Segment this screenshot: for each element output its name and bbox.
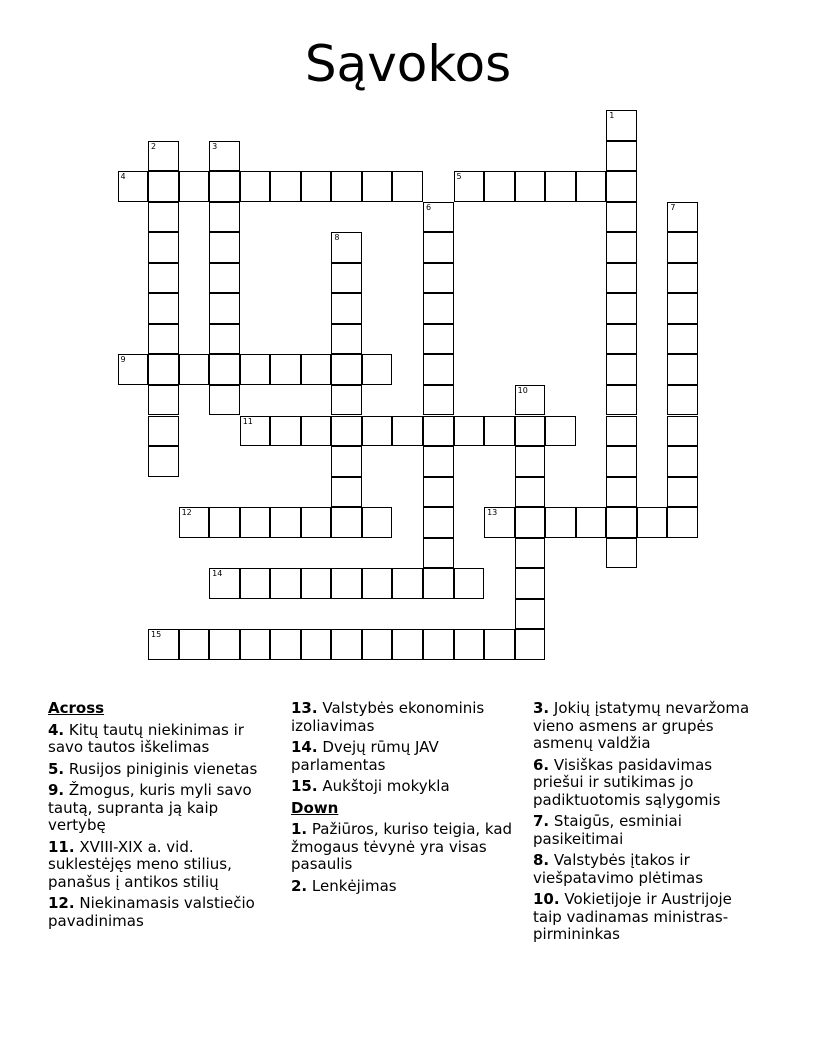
grid-cell[interactable] — [240, 354, 271, 385]
clue-across-13 — [291, 700, 523, 735]
grid-cell[interactable] — [209, 354, 240, 385]
grid-cell[interactable] — [301, 568, 332, 599]
grid-cell[interactable] — [301, 354, 332, 385]
grid-cell[interactable] — [667, 263, 698, 294]
grid-cell[interactable] — [423, 354, 454, 385]
grid-cell[interactable] — [331, 568, 362, 599]
clue-text: Niekinamasis valstiečio pavadinimas — [48, 894, 255, 930]
grid-cell[interactable] — [667, 385, 698, 416]
grid-cell[interactable] — [637, 507, 668, 538]
grid-cell[interactable] — [270, 568, 301, 599]
grid-cell[interactable] — [331, 477, 362, 508]
grid-cell[interactable] — [270, 171, 301, 202]
grid-cell[interactable] — [515, 507, 546, 538]
cell-number: 5 — [456, 172, 462, 182]
cell-number: 13 — [487, 508, 498, 518]
clue-text: Visiškas pasidavimas priešui ir sutikimas jo padiktuotomis sąlygomis — [533, 755, 721, 809]
cell-number: 8 — [334, 233, 340, 243]
clue-across-14 — [291, 739, 523, 774]
grid-cell[interactable] — [118, 171, 149, 202]
grid-cell[interactable] — [515, 477, 546, 508]
grid-cell[interactable] — [423, 385, 454, 416]
grid-cell[interactable] — [515, 568, 546, 599]
grid-cell[interactable] — [545, 171, 576, 202]
grid-cell[interactable] — [545, 507, 576, 538]
grid-cell[interactable] — [209, 293, 240, 324]
grid-cell[interactable] — [209, 141, 240, 172]
grid-cell[interactable] — [331, 354, 362, 385]
grid-cell[interactable] — [392, 629, 423, 660]
clue-number: 10. — [533, 890, 560, 908]
grid-cell[interactable] — [240, 629, 271, 660]
grid-cell[interactable] — [606, 446, 637, 477]
grid-cell[interactable] — [606, 110, 637, 141]
clue-down-3 — [533, 700, 765, 753]
grid-cell[interactable] — [606, 538, 637, 569]
grid-cell[interactable] — [667, 354, 698, 385]
grid-cell[interactable] — [209, 385, 240, 416]
grid-cell[interactable] — [148, 629, 179, 660]
grid-cell[interactable] — [301, 171, 332, 202]
grid-cell[interactable] — [515, 385, 546, 416]
cell-number: 10 — [517, 385, 528, 395]
clue-number: 14. — [291, 738, 318, 756]
clue-number: 5. — [48, 759, 65, 778]
clue-number: 15. — [291, 777, 318, 795]
grid-cell[interactable] — [148, 293, 179, 324]
clue-across-5 — [48, 761, 280, 779]
grid-cell[interactable] — [454, 416, 485, 447]
grid-cell[interactable] — [423, 263, 454, 294]
grid-cell[interactable] — [484, 416, 515, 447]
grid-cell[interactable] — [423, 324, 454, 355]
clue-text: Rusijos piniginis vienetas — [68, 759, 258, 778]
grid-cell[interactable] — [392, 416, 423, 447]
clue-text: Žmogus, kuris myli savo tautą, supranta ją kaip vertybę — [48, 781, 252, 834]
grid-cell[interactable] — [606, 171, 637, 202]
grid-cell[interactable] — [148, 324, 179, 355]
grid-cell[interactable] — [209, 568, 240, 599]
grid-cell[interactable] — [331, 293, 362, 324]
clue-number: 1. — [291, 820, 308, 838]
grid-cell[interactable] — [209, 171, 240, 202]
clue-down-7 — [533, 813, 765, 848]
cell-number: 3 — [212, 141, 218, 151]
across-heading: Across — [48, 699, 105, 717]
grid-cell[interactable] — [240, 171, 271, 202]
grid-cell[interactable] — [148, 416, 179, 447]
down-heading: Down — [291, 798, 339, 817]
grid-cell[interactable] — [667, 446, 698, 477]
grid-cell[interactable] — [392, 171, 423, 202]
clue-down-10 — [533, 891, 765, 944]
grid-cell[interactable] — [118, 354, 149, 385]
grid-cell[interactable] — [331, 446, 362, 477]
grid-cell[interactable] — [148, 171, 179, 202]
clue-across-4 — [48, 722, 280, 757]
clues-column-3 — [533, 700, 765, 948]
grid-cell[interactable] — [209, 263, 240, 294]
grid-cell[interactable] — [606, 293, 637, 324]
grid-cell[interactable] — [576, 507, 607, 538]
grid-cell[interactable] — [484, 507, 515, 538]
clue-down-1 — [291, 821, 523, 874]
grid-cell[interactable] — [179, 507, 210, 538]
clue-text: XVIII-XIX a. vid. suklestėjęs meno stilius, panašus į antikos stilių — [48, 837, 232, 891]
grid-cell[interactable] — [331, 629, 362, 660]
grid-cell[interactable] — [270, 629, 301, 660]
grid-cell[interactable] — [423, 416, 454, 447]
cell-number: 7 — [670, 202, 676, 212]
grid-cell[interactable] — [148, 141, 179, 172]
grid-cell[interactable] — [392, 568, 423, 599]
grid-cell[interactable] — [148, 232, 179, 263]
clue-number: 4. — [48, 720, 65, 739]
grid-cell[interactable] — [301, 416, 332, 447]
grid-cell[interactable] — [606, 477, 637, 508]
grid-cell[interactable] — [331, 324, 362, 355]
grid-cell[interactable] — [606, 202, 637, 233]
grid-cell[interactable] — [606, 232, 637, 263]
grid-cell[interactable] — [667, 232, 698, 263]
grid-cell[interactable] — [301, 507, 332, 538]
grid-cell[interactable] — [148, 385, 179, 416]
grid-cell[interactable] — [209, 232, 240, 263]
clue-number: 11. — [48, 837, 75, 856]
grid-cell[interactable] — [362, 568, 393, 599]
clue-text: Lenkėjimas — [311, 876, 397, 895]
grid-cell[interactable] — [515, 416, 546, 447]
grid-cell[interactable] — [667, 202, 698, 233]
grid-cell[interactable] — [606, 354, 637, 385]
grid-cell[interactable] — [179, 171, 210, 202]
clue-number: 8. — [533, 851, 550, 869]
cell-number: 11 — [242, 416, 253, 426]
clues-column-1 — [48, 700, 280, 934]
clue-text: Valstybės įtakos ir viešpatavimo plėtimas — [533, 851, 704, 887]
grid-cell[interactable] — [484, 171, 515, 202]
grid-cell[interactable] — [606, 416, 637, 447]
cell-number: 15 — [151, 630, 162, 640]
grid-cell[interactable] — [362, 416, 393, 447]
clue-number: 3. — [533, 699, 550, 717]
grid-cell[interactable] — [515, 171, 546, 202]
clue-number: 6. — [533, 755, 550, 774]
clue-text: Staigūs, esminiai pasikeitimai — [533, 812, 682, 848]
cell-number: 1 — [609, 111, 615, 120]
grid-cell[interactable] — [179, 629, 210, 660]
grid-cell[interactable] — [209, 507, 240, 538]
grid-cell[interactable] — [209, 324, 240, 355]
grid-cell[interactable] — [423, 507, 454, 538]
clue-text: Aukštoji mokykla — [322, 777, 450, 795]
grid-cell[interactable] — [240, 416, 271, 447]
grid-cell[interactable] — [240, 507, 271, 538]
cell-number: 6 — [426, 202, 432, 212]
grid-cell[interactable] — [270, 416, 301, 447]
grid-cell[interactable] — [362, 354, 393, 385]
grid-cell[interactable] — [606, 141, 637, 172]
grid-cell[interactable] — [179, 354, 210, 385]
clue-across-12 — [48, 895, 280, 930]
clue-number: 2. — [291, 876, 308, 895]
cell-number: 2 — [151, 141, 157, 151]
clue-text: Valstybės ekonominis izoliavimas — [291, 699, 485, 735]
clues-column-2 — [291, 700, 523, 899]
grid-cell[interactable] — [423, 202, 454, 233]
grid-cell[interactable] — [423, 629, 454, 660]
cell-number: 9 — [120, 355, 126, 365]
grid-cell[interactable] — [362, 507, 393, 538]
clue-number: 12. — [48, 894, 75, 912]
grid-cell[interactable] — [667, 293, 698, 324]
grid-cell[interactable] — [454, 568, 485, 599]
grid-cell[interactable] — [515, 599, 546, 630]
grid-cell[interactable] — [423, 538, 454, 569]
grid-cell[interactable] — [209, 629, 240, 660]
grid-cell[interactable] — [667, 507, 698, 538]
grid-cell[interactable] — [331, 263, 362, 294]
grid-cell[interactable] — [423, 568, 454, 599]
grid-cell[interactable] — [209, 202, 240, 233]
grid-cell[interactable] — [667, 324, 698, 355]
grid-cell[interactable] — [362, 629, 393, 660]
puzzle-title: Sąvokos — [304, 35, 512, 93]
clue-number: 13. — [291, 699, 318, 717]
clue-text: Jokių įstatymų nevaržoma vieno asmens ar grupės asmenų valdžia — [533, 699, 750, 752]
grid-cell[interactable] — [667, 477, 698, 508]
clue-down-8 — [533, 852, 765, 887]
clue-text: Kitų tautų niekinimas ir savo tautos iškelimas — [48, 720, 244, 756]
grid-cell[interactable] — [606, 263, 637, 294]
grid-cell[interactable] — [454, 629, 485, 660]
cell-number: 14 — [212, 569, 223, 579]
grid-cell[interactable] — [545, 416, 576, 447]
grid-cell[interactable] — [270, 507, 301, 538]
grid-cell[interactable] — [423, 293, 454, 324]
grid-cell[interactable] — [454, 171, 485, 202]
clue-across-11 — [48, 839, 280, 892]
clue-down-6 — [533, 757, 765, 810]
grid-cell[interactable] — [576, 171, 607, 202]
clue-across-15 — [291, 778, 523, 796]
grid-cell[interactable] — [240, 568, 271, 599]
grid-cell[interactable] — [606, 507, 637, 538]
grid-cell[interactable] — [331, 232, 362, 263]
grid-cell[interactable] — [515, 446, 546, 477]
grid-cell[interactable] — [331, 171, 362, 202]
grid-cell[interactable] — [667, 416, 698, 447]
grid-cell[interactable] — [270, 354, 301, 385]
grid-cell[interactable] — [606, 324, 637, 355]
grid-cell[interactable] — [362, 171, 393, 202]
grid-cell[interactable] — [148, 263, 179, 294]
cell-number: 12 — [181, 508, 192, 518]
clue-text: Pažiūros, kuriso teigia, kad žmogaus tėvynė yra visas pasaulis — [291, 820, 513, 873]
grid-cell[interactable] — [331, 416, 362, 447]
grid-cell[interactable] — [423, 446, 454, 477]
grid-cell[interactable] — [423, 232, 454, 263]
grid-cell[interactable] — [484, 629, 515, 660]
clue-number: 7. — [533, 812, 550, 830]
grid-cell[interactable] — [331, 507, 362, 538]
grid-cell[interactable] — [606, 385, 637, 416]
clue-down-2 — [291, 878, 523, 896]
grid-cell[interactable] — [423, 477, 454, 508]
clue-number: 9. — [48, 781, 65, 799]
grid-cell[interactable] — [148, 354, 179, 385]
grid-cell[interactable] — [515, 538, 546, 569]
clue-text: Vokietijoje ir Austrijoje taip vadinamas ministras-pirmininkas — [533, 890, 732, 943]
grid-cell[interactable] — [148, 202, 179, 233]
clue-across-9 — [48, 782, 280, 835]
cell-number: 4 — [120, 172, 126, 182]
grid-cell[interactable] — [148, 446, 179, 477]
grid-cell[interactable] — [515, 629, 546, 660]
clue-text: Dvejų rūmų JAV parlamentas — [291, 738, 439, 774]
grid-cell[interactable] — [301, 629, 332, 660]
grid-cell[interactable] — [331, 385, 362, 416]
